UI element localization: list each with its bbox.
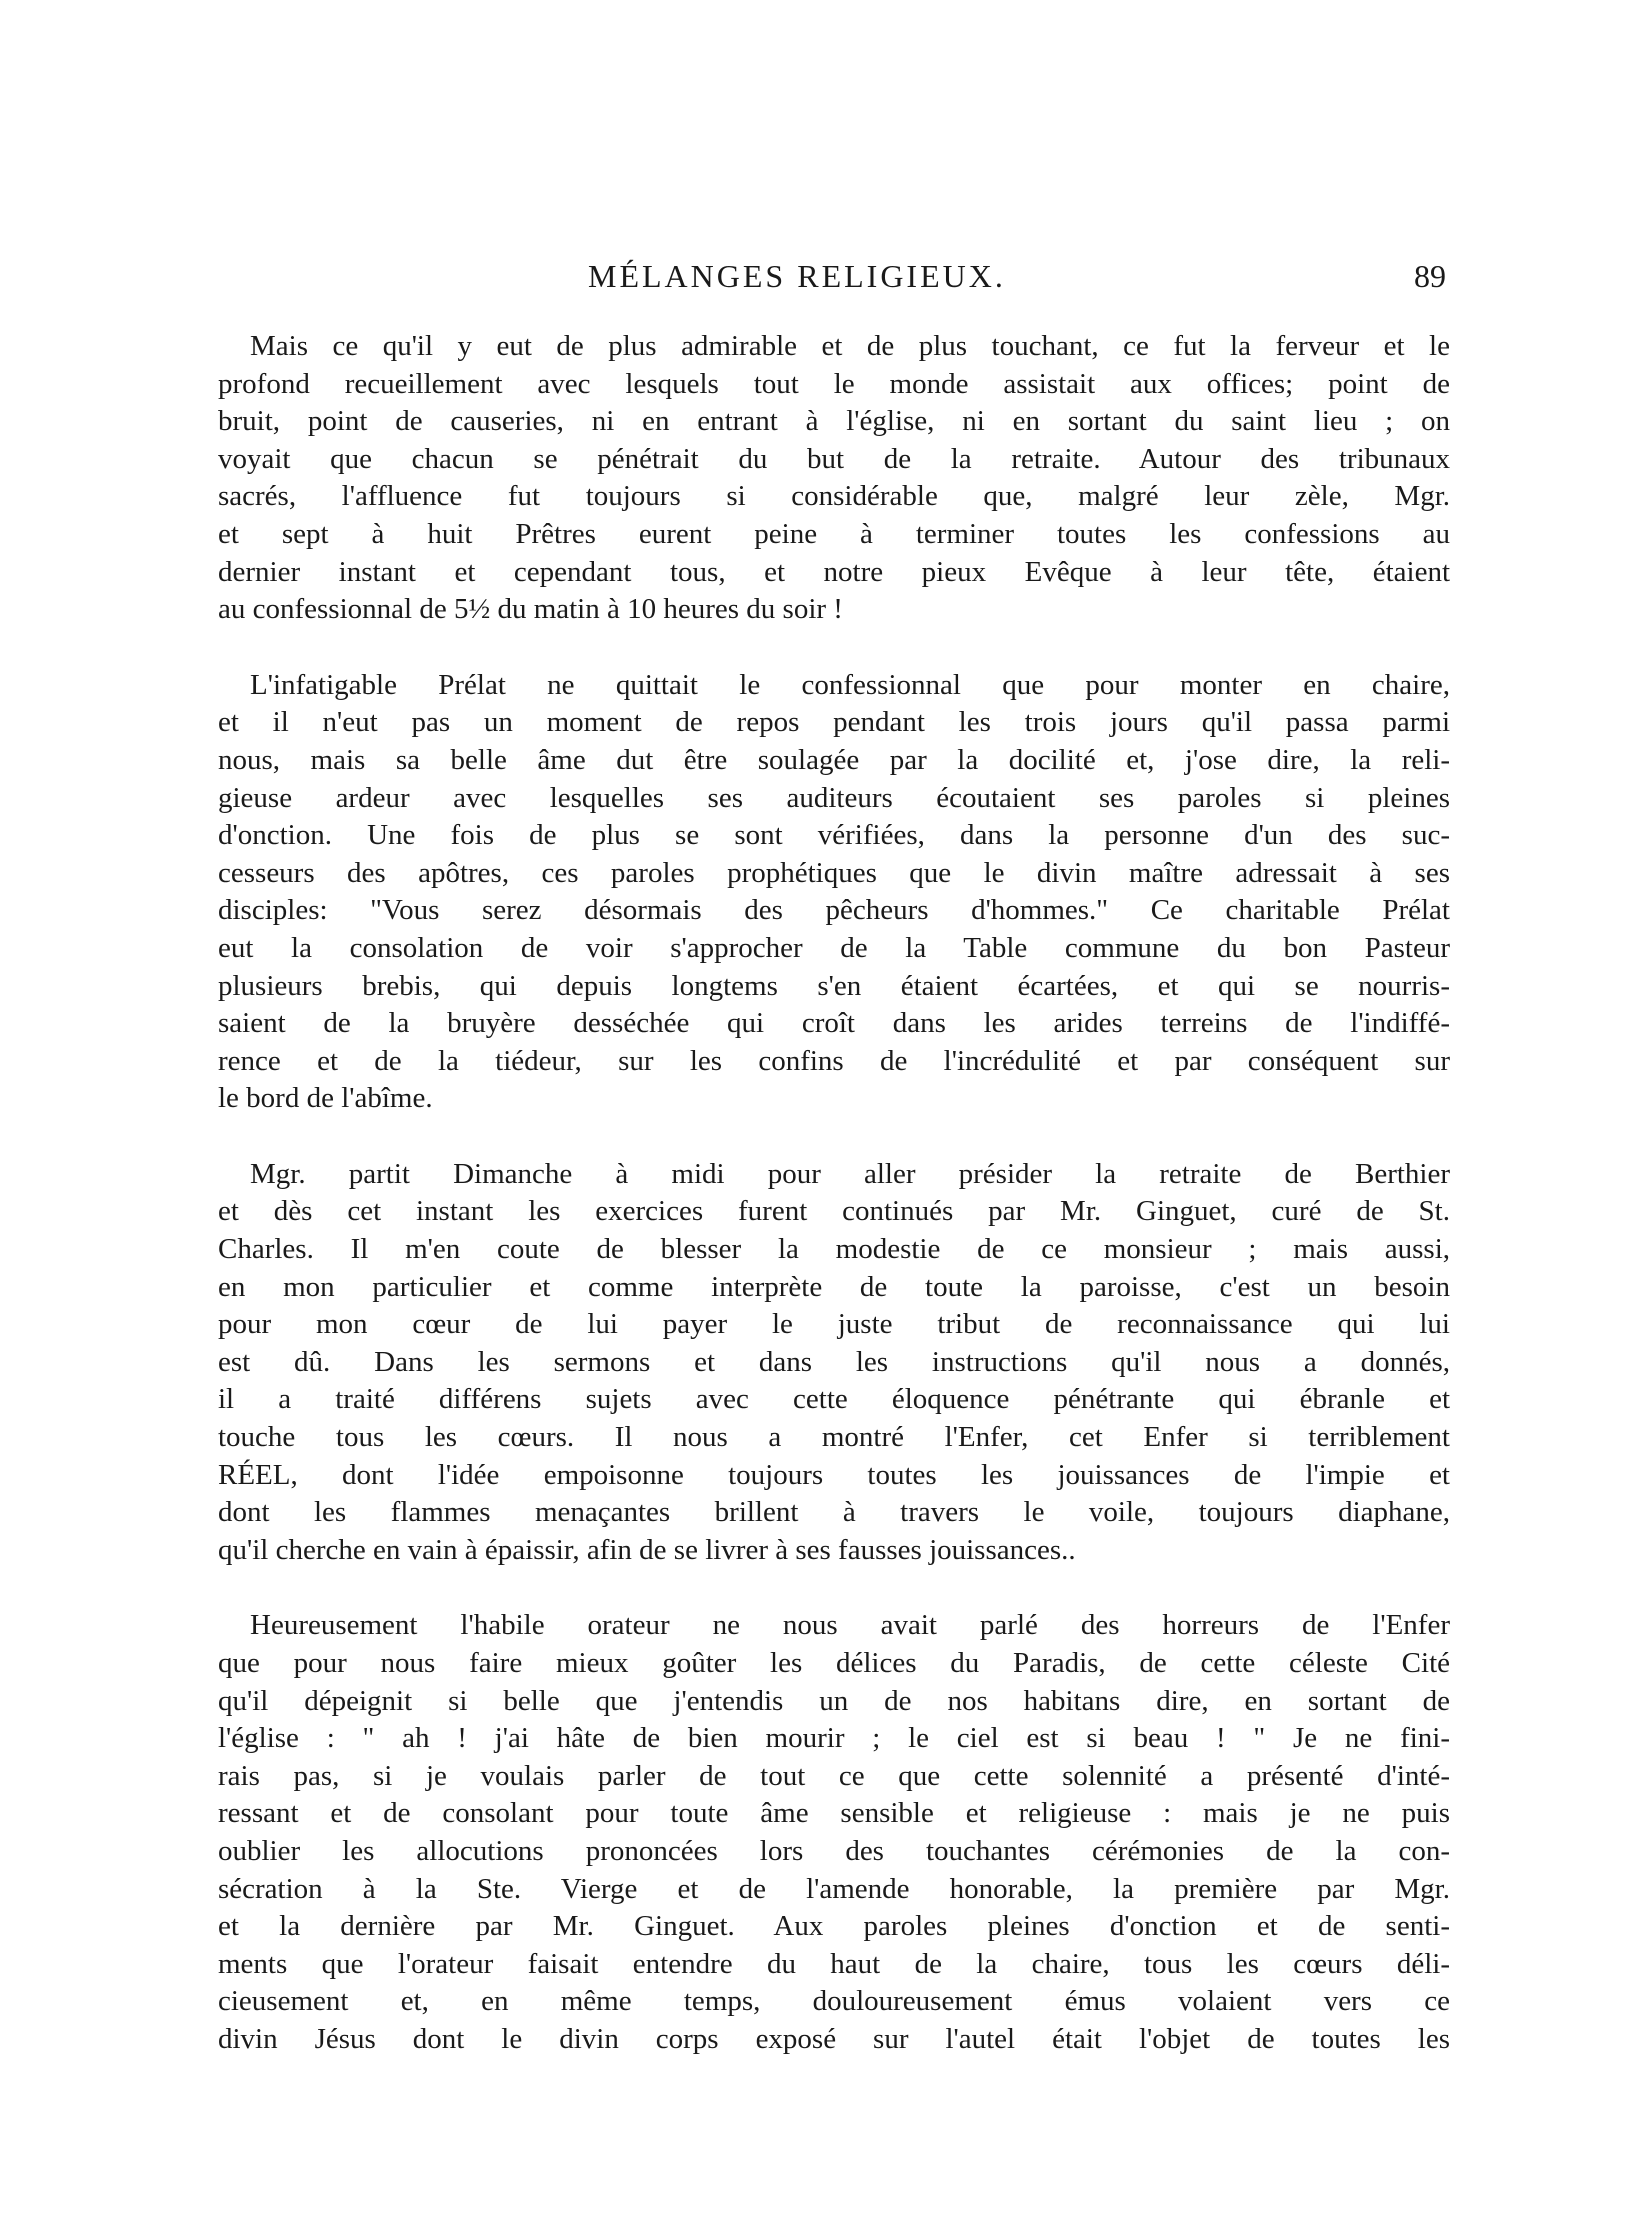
text-line: Mais ce qu'il y eut de plus admirable et de plus touchant, ce fut la ferveur et le xyxy=(250,330,1450,362)
text-line: Mgr. partit Dimanche à midi pour aller présider la retraite de Berthier xyxy=(250,1157,1450,1190)
paragraph-4 xyxy=(218,1607,1450,2058)
text-line: l'église : " ah ! j'ai hâte de bien mourir ; le ciel est si beau ! " Je ne fini- xyxy=(218,1722,1450,1755)
text-line: est dû. Dans les sermons et dans les instructions qu'il nous a donnés, xyxy=(218,1345,1450,1378)
text-line: que pour nous faire mieux goûter les délices du Paradis, de cette céleste Cité xyxy=(218,1647,1450,1679)
text-line: profond recueillement avec lesquels tout le monde assistait aux offices; point de xyxy=(218,367,1450,400)
text-line: sacrés, l'affluence fut toujours si considérable que, malgré leur zèle, Mgr. xyxy=(218,480,1450,513)
text-line: gieuse ardeur avec lesquelles ses auditeurs écoutaient ses paroles si pleines xyxy=(218,781,1450,814)
text-line: au confessionnal de 5½ du matin à 10 heures du soir ! xyxy=(218,593,843,626)
running-title: MÉLANGES RELIGIEUX. xyxy=(588,258,1006,294)
paragraph-2 xyxy=(218,667,1450,1118)
text-line: ressant et de consolant pour toute âme sensible et religieuse : mais je ne puis xyxy=(218,1797,1450,1830)
text-line: le bord de l'abîme. xyxy=(218,1082,433,1115)
text-line: voyait que chacun se pénétrait du but de la retraite. Autour des tribunaux xyxy=(218,442,1450,475)
text-line: et la dernière par Mr. Ginguet. Aux paroles pleines d'onction et de senti- xyxy=(218,1910,1450,1943)
text-line: ments que l'orateur faisait entendre du haut de la chaire, tous les cœurs déli- xyxy=(218,1947,1450,1980)
text-line: cieusement et, en même temps, douloureusement émus volaient vers ce xyxy=(218,1985,1450,2018)
text-line: dont les flammes menaçantes brillent à travers le voile, toujours diaphane, xyxy=(218,1496,1450,1529)
text-line: et dès cet instant les exercices furent continués par Mr. Ginguet, curé de St. xyxy=(218,1195,1450,1228)
page-number: 89 xyxy=(1414,258,1446,294)
text-line: rence et de la tiédeur, sur les confins de l'incrédulité et par conséquent sur xyxy=(218,1044,1450,1077)
text-line: cesseurs des apôtres, ces paroles prophétiques que le divin maître adressait à ses xyxy=(218,856,1450,889)
text-line: oublier les allocutions prononcées lors des touchantes cérémonies de la con- xyxy=(218,1834,1450,1867)
text-line: eut la consolation de voir s'approcher de la Table commune du bon Pasteur xyxy=(218,931,1450,964)
text-line: Charles. Il m'en coute de blesser la modestie de ce monsieur ; mais aussi, xyxy=(218,1233,1450,1266)
paragraph-3 xyxy=(218,1156,1450,1570)
text-line: et sept à huit Prêtres eurent peine à terminer toutes les confessions au xyxy=(218,517,1450,550)
text-line: pour mon cœur de lui payer le juste tribut de reconnaissance qui lui xyxy=(218,1308,1450,1341)
text-line: il a traité différens sujets avec cette éloquence pénétrante qui ébranle et xyxy=(218,1383,1450,1416)
text-line: plusieurs brebis, qui depuis longtems s'en étaient écartées, et qui se nourris- xyxy=(218,969,1450,1002)
text-line: en mon particulier et comme interprète de toute la paroisse, c'est un besoin xyxy=(218,1270,1450,1303)
text-line: rais pas, si je voulais parler de tout ce que cette solennité a présenté d'inté- xyxy=(218,1759,1450,1792)
text-line: dernier instant et cependant tous, et notre pieux Evêque à leur tête, étaient xyxy=(218,555,1450,588)
text-line: Heureusement l'habile orateur ne nous avait parlé des horreurs de l'Enfer xyxy=(250,1609,1450,1642)
text-line: et il n'eut pas un moment de repos pendant les trois jours qu'il passa parmi xyxy=(218,706,1450,739)
text-line: L'infatigable Prélat ne quittait le confessionnal que pour monter en chaire, xyxy=(250,668,1450,701)
running-head xyxy=(218,258,1450,308)
text-line: divin Jésus dont le divin corps exposé sur l'autel était l'objet de toutes les xyxy=(218,2022,1450,2055)
body-text xyxy=(218,328,1450,2097)
text-line: qu'il cherche en vain à épaissir, afin de se livrer à ses fausses jouissances.. xyxy=(218,1533,1076,1566)
text-line: RÉEL, dont l'idée empoisonne toujours toutes les jouissances de l'impie et xyxy=(218,1458,1450,1491)
text-line: d'onction. Une fois de plus se sont vérifiées, dans la personne d'un des suc- xyxy=(218,819,1450,852)
text-line: sécration à la Ste. Vierge et de l'amende honorable, la première par Mgr. xyxy=(218,1872,1450,1905)
text-line: disciples: "Vous serez désormais des pêcheurs d'hommes." Ce charitable Prélat xyxy=(218,894,1450,927)
text-line: qu'il dépeignit si belle que j'entendis un de nos habitans dire, en sortant de xyxy=(218,1684,1450,1717)
paragraph-1 xyxy=(218,328,1450,629)
text-line: saient de la bruyère desséchée qui croît dans les arides terreins de l'indiffé- xyxy=(218,1007,1450,1040)
text-line: touche tous les cœurs. Il nous a montré l'Enfer, cet Enfer si terriblement xyxy=(218,1421,1450,1454)
text-line: nous, mais sa belle âme dut être soulagée par la docilité et, j'ose dire, la reli- xyxy=(218,743,1450,776)
text-line: bruit, point de causeries, ni en entrant à l'église, ni en sortant du saint lieu ; on xyxy=(218,405,1450,438)
